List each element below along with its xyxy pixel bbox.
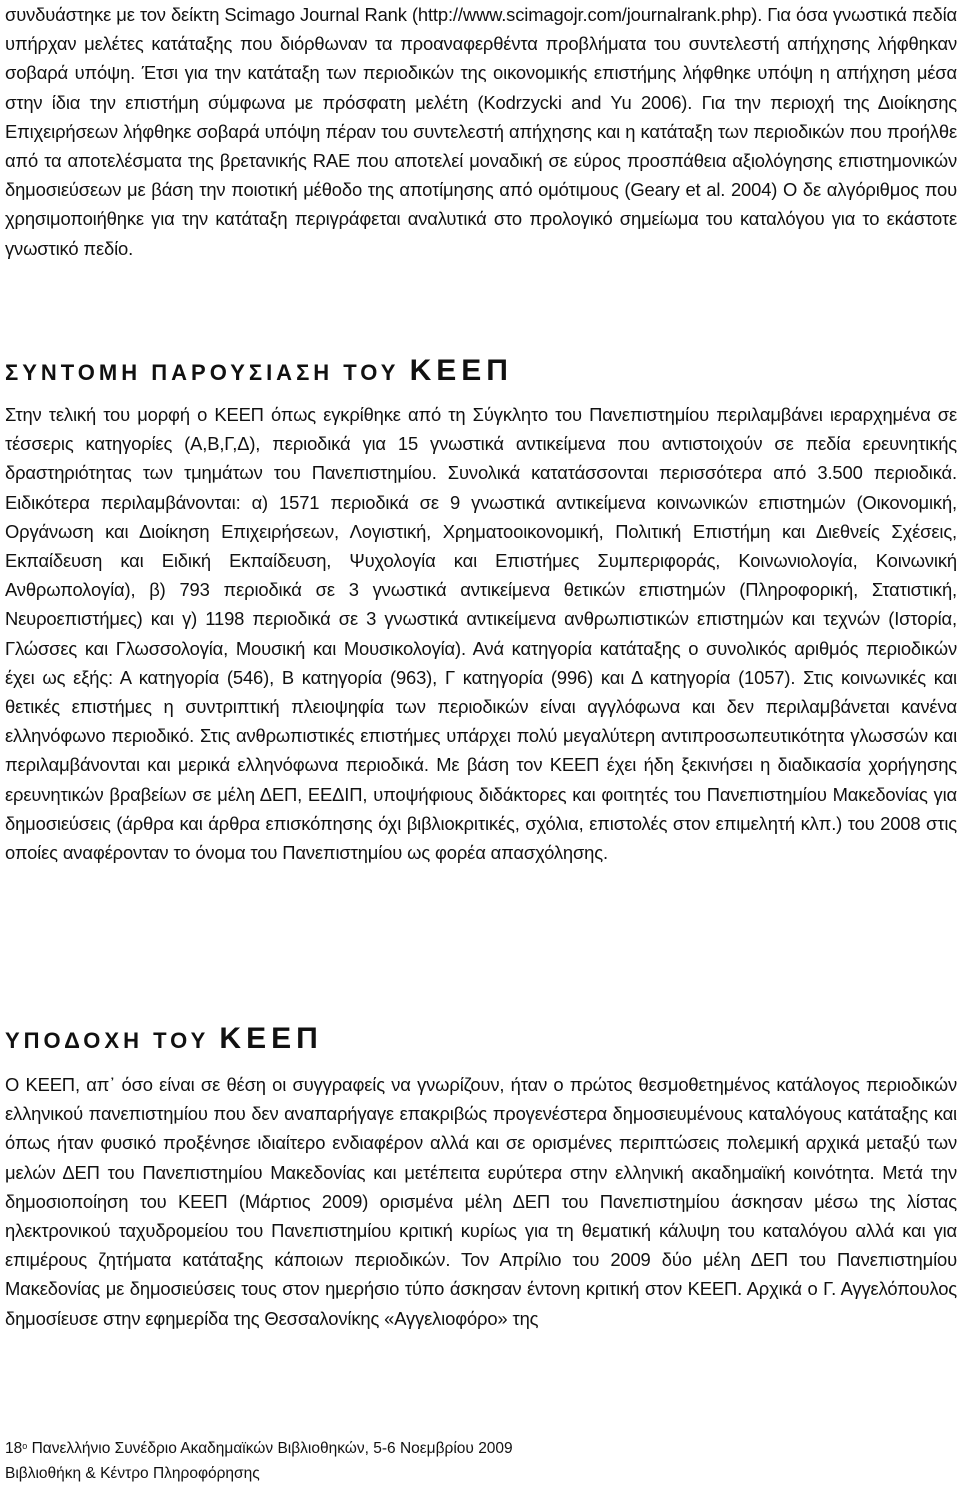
summary-paragraph: Στην τελική του μορφή ο ΚΕΕΠ όπως εγκρίθηκε από τη Σύγκλητο του Πανεπιστημίου περιλαμβάνει ιεραρχημένα σε τέσσερις κατηγορίες (Α,Β,Γ,Δ), περιοδικά για 15 γνωστικά αντικείμενα που αντιστοιχούν σε πεδία ερευνητικής δραστηριότητας των τμημάτων του Πανεπιστημίου. Συνολικά κατατάσσονται περισσότερα από 3.500 περιοδικά. Ειδικότερα περιλαμβάνονται: α) 1571 περιοδικά σε 9 γνωστικά αντικείμενα κοινωνικών επιστημών (Οικονομική, Οργάνωση και Διοίκηση Επιχειρήσεων, Λογιστική, Χρηματοοικονομική, Πολιτική Επιστήμη και Διεθνείς Σχέσεις, Εκπαίδευση και Ειδική Εκπαίδευση, Ψυχολογία και Επιστήμες Συμπεριφοράς, Κοινωνιολογία, Κοινωνική Ανθρωπολογία), β) 793 περιοδικά σε 3 γνωστικά αντικείμενα θετικών επιστημών (Πληροφορική, Στατιστική, Νευροεπιστήμες) και γ) 1198 περιοδικά σε 3 γνωστικά αντικείμενα ανθρωπιστικών επιστημών και τεχνών (Ιστορία, Γλώσσες και Γλωσσολογία, Μουσική και Μουσικολογία). Ανά κατηγορία κατάταξης ο συνολικός αριθμός περιοδικών έχει ως εξής: Α κατηγορία (546), Β κατηγορία (963), Γ κατηγορία (996) και Δ κατηγορία (1057). Στις κοινωνικές και θετικές επιστήμες η συντριπτική πλειοψηφία των περιοδικών είναι αγγλόφωνα και δεν περιλαμβάνεται κανένα ελληνόφωνο περιοδικό. Στις ανθρωπιστικές επιστήμες υπάρχει πολύ μεγαλύτερη αντιπροσωπευτικότητα γλωσσών και περιλαμβάνονται και μερικά ελληνόφωνα περιοδικά. Με βάση τον ΚΕΕΠ έχει ήδη ξεκινήσει η διαδικασία χορήγησης ερευνητικών βραβείων σε μέλη ΔΕΠ, ΕΕΔΙΠ, υποψήφιους διδάκτορες και φοιτητές του Πανεπιστημίου Μακεδονίας για δημοσιεύσεις (άρθρα και άρθρα επισκόπησης όχι βιβλιοκριτικές, σχόλια, επιστολές στον επιμελητή κλπ.) του 2008 στις οποίες αναφέρονταν το όνομα του Πανεπιστημίου ως φορέα απασχόλησης.: [5, 404, 957, 864]
intro-paragraph: συνδυάστηκε με τον δείκτη Scimago Journal Rank (http://www.scimagojr.com/journalrank.php). Για όσα γνωστικά πεδία υπήρχαν μελέτες κατάταξης που διόρθωναν τα προαναφερθέντα προβλήματα του συντελεστή απήχησης λήφθηκαν σοβαρά υπόψη. Έτσι για την κατάταξη των περιοδικών της οικονομικής επιστήμης λήφθηκε υπόψη η απήχηση μέσα στην ίδια την επιστήμη σύμφωνα με πρόσφατη μελέτη (Kodrzycki and Yu 2006). Για την περιοχή της Διοίκησης Επιχειρήσεων λήφθηκε σοβαρά υπόψη πέραν του συντελεστή απήχησης και η κατάταξη των περιοδικών που προήλθε από τα αποτελέσματα της βρετανικής RAE που αποτελεί μοναδική σε εύρος προσπάθεια αξιολόγησης επιστημονικών δημοσιεύσεων με βάση την ποιοτική μέθοδο της αποτίμησης από ομότιμους (Geary et al. 2004) Ο δε αλγόριθμος που χρησιμοποιήθηκε για την κατάταξη περιγράφεται αναλυτικά στο προλογικό σημείωμα του καταλόγου για το εκάστοτε γνωστικό πεδίο.: [5, 4, 957, 259]
section-heading-reception-acronym: ΚΕΕΠ: [219, 1022, 323, 1055]
section-heading-summary-text: ΣΥΝΤΟΜΗ ΠΑΡΟΥΣΙΑΣΗ ΤΟΥ: [5, 360, 410, 385]
section-heading-summary: [5, 356, 513, 388]
footer-conference-line: [5, 1436, 905, 1461]
section-heading-reception: [5, 1024, 323, 1056]
footer-number: 18: [5, 1440, 23, 1457]
reception-paragraph: Ο ΚΕΕΠ, απ᾽ όσο είναι σε θέση οι συγγραφείς να γνωρίζουν, ήταν ο πρώτος θεσμοθετημένος κατάλογος περιοδικών ελληνικού πανεπιστημίου που δεν αναπαρήγαγε επακριβώς προγενέστερα δημοσιευμένους καταλόγους κατάταξης και όπως ήταν φυσικό προξένησε ιδιαίτερο ενδιαφέρον αλλά και σε ορισμένες περιπτώσεις πολεμική αρχικά μεταξύ των μελών ΔΕΠ του Πανεπιστημίου Μακεδονίας και μετέπειτα ευρύτερα στην ελληνική ακαδημαϊκή κοινότητα. Μετά την δημοσιοποίηση του ΚΕΕΠ (Μάρτιος 2009) ορισμένα μέλη ΔΕΠ του Πανεπιστημίου άσκησαν μέσω της λίστας ηλεκτρονικού ταχυδρομείου του Πανεπιστημίου κριτική κυρίως για τη θεματική κάλυψη του καταλόγου αλλά και για επιμέρους ζητήματα κατάταξης κάποιων περιοδικών. Τον Απρίλιο του 2009 δύο μέλη ΔΕΠ του Πανεπιστημίου Μακεδονίας με δημοσιεύσεις τους στον ημερήσιο τύπο άσκησαν έντονη κριτική στον ΚΕΕΠ. Αρχικά ο Γ. Αγγελόπουλος δημοσίευσε στην εφημερίδα της Θεσσαλονίκης «Αγγελιοφόρο» της: [5, 1074, 957, 1329]
footer-superscript: ο: [22, 1441, 28, 1451]
footer-organization: Βιβλιοθήκη & Κέντρο Πληροφόρησης: [5, 1465, 260, 1482]
section-heading-summary-acronym: ΚΕΕΠ: [409, 354, 513, 387]
footer-conference: Πανελλήνιο Συνέδριο Ακαδημαϊκών Βιβλιοθηκών, 5-6 Νοεμβρίου 2009: [27, 1440, 513, 1457]
page-footer: [5, 1436, 905, 1486]
section-heading-reception-text: ΥΠΟΔΟΧΗ ΤΟΥ: [5, 1028, 220, 1053]
